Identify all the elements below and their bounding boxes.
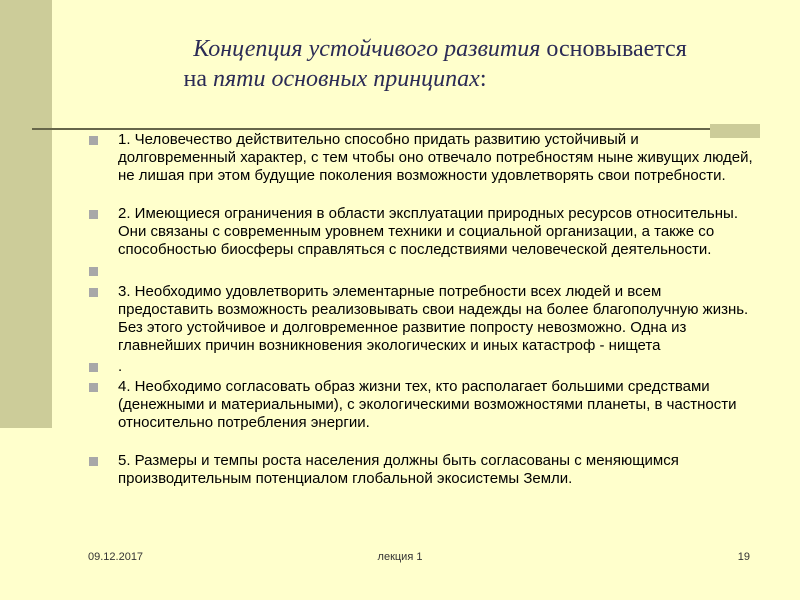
list-item-text: 1. Человечество действительно способно придать развитию устойчивый и долговременный характер, с тем чтобы оно отвечало потребностям ныне живущих людей, не лишая при этом будущие поколения возможности удовлетворять свои потребности. (118, 131, 753, 184)
list-item-text: 4. Необходимо согласовать образ жизни тех, кто располагает большими средствами (денежными и материальными), с экологическими возможностями планеты, в частности относительно потребления энергии. (118, 378, 737, 431)
list-item (88, 452, 756, 488)
title-line-2 (0, 64, 800, 94)
bullet-square-icon (89, 363, 98, 372)
principles-list (88, 131, 756, 488)
list-item-text: 2. Имеющиеся ограничения в области эксплуатации природных ресурсов относительны. Они связаны с современным уровнем техники и социальной организации, а также со способностью биосферы справляться с последствиями человеческой деятельности. (118, 205, 738, 258)
bullet-square-icon (89, 457, 98, 466)
list-item (88, 131, 756, 185)
title-divider-line (32, 128, 710, 130)
list-item (88, 358, 756, 376)
list-item (88, 262, 756, 280)
bullet-square-icon (89, 267, 98, 276)
footer-date: 09.12.2017 (88, 551, 144, 563)
title-line1-italic: Концепция устойчивого развития (193, 36, 541, 62)
bullet-square-icon (89, 210, 98, 219)
list-item-text: 3. Необходимо удовлетворить элементарные потребности всех людей и всем предоставить возможность реализовывать свои надежды на более благополучную жизнь. Без этого устойчивое и долговременное развитие попросту невозможно. Одна из главнейших причин возникновения экологических и иных катастроф - нищета (118, 283, 749, 354)
list-item-text: . (118, 358, 123, 375)
title-line2-italic: пяти основных принципах (212, 66, 480, 92)
bullet-square-icon (89, 383, 98, 392)
title-line-1 (0, 34, 800, 64)
title-line1-rest: основывается (540, 36, 687, 62)
title-line2-post: : (479, 66, 487, 92)
list-item-text: 5. Размеры и темпы роста населения должны быть согласованы с меняющимся производительным потенциалом глобальной экосистемы Земли. (118, 452, 679, 487)
list-item (88, 378, 756, 432)
footer-lecture: лекция 1 (377, 551, 423, 563)
bullet-square-icon (89, 288, 98, 297)
slide-title (0, 34, 800, 94)
list-item (88, 283, 756, 355)
bullet-square-icon (89, 136, 98, 145)
footer-page-number: 19 (737, 551, 750, 563)
title-line2-pre: на (183, 66, 213, 92)
list-item (88, 205, 756, 259)
